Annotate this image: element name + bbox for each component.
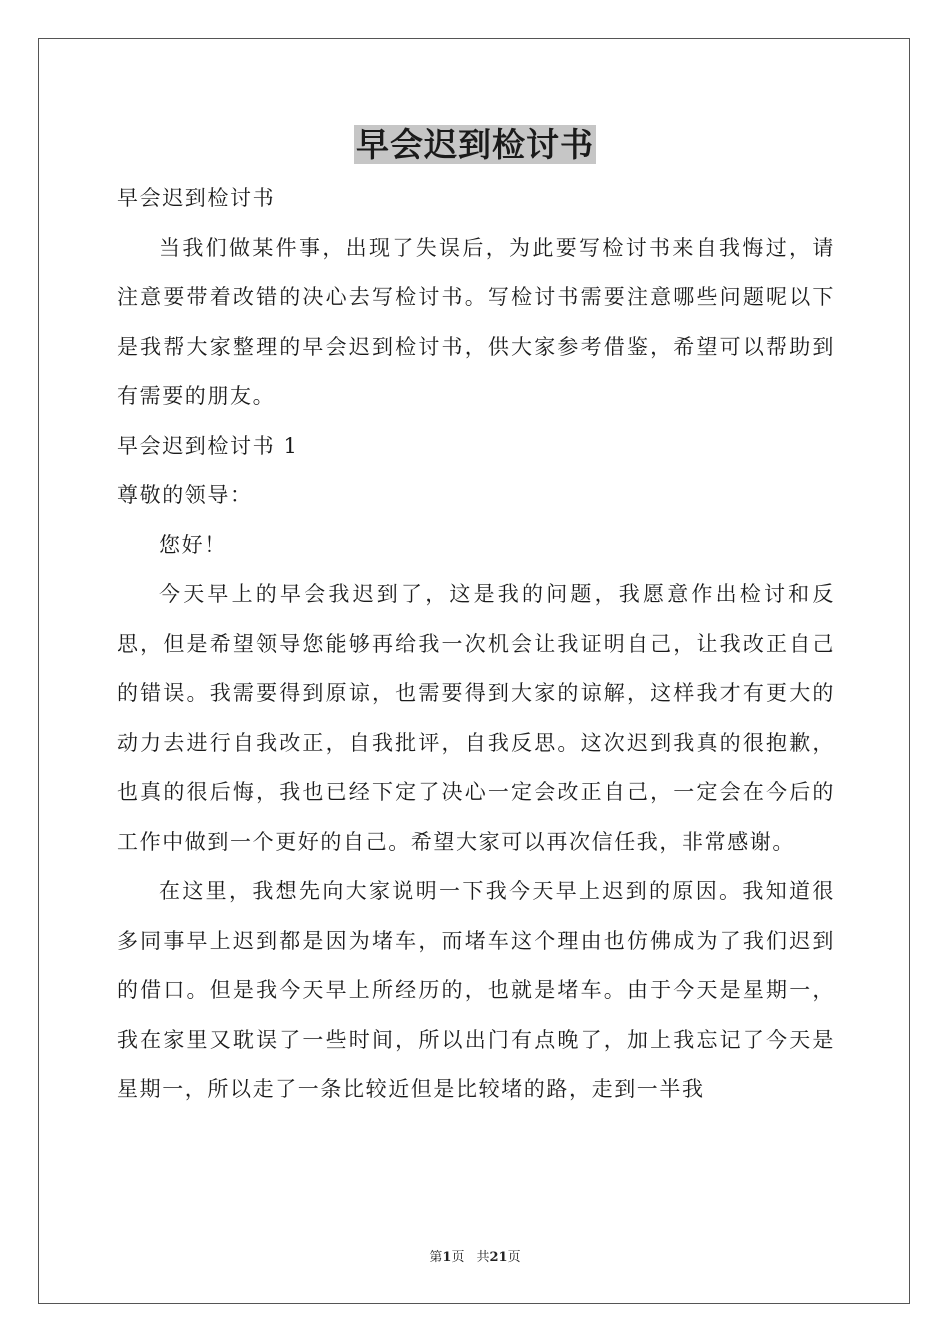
footer-page-suffix: 页 — [451, 1250, 465, 1265]
paragraph: 今天早上的早会我迟到了，这是我的问题，我愿意作出检讨和反思，但是希望领导您能够再给我一次机会让我证明自己，让我改正自己的错误。我需要得到原谅，也需要得到大家的谅解，这样我才有更大的动力去进行自我改正，自我批评，自我反思。这次迟到我真的很抱歉，也真的很后悔，我也已经下定了决心一定会改正自己，一定会在今后的工作中做到一个更好的自己。希望大家可以再次信任我，非常感谢。 — [117, 582, 835, 854]
footer-page-prefix: 第 — [429, 1250, 443, 1265]
footer-total-prefix: 共 — [476, 1250, 490, 1265]
footer-current-page: 1 — [442, 1250, 452, 1265]
page-footer — [0, 1246, 950, 1265]
footer-total-pages: 21 — [489, 1250, 508, 1265]
paragraph: 早会迟到检讨书 — [117, 186, 276, 210]
paragraph: 早会迟到检讨书 1 — [117, 433, 299, 458]
paragraph: 在这里，我想先向大家说明一下我今天早上迟到的原因。我知道很多同事早上迟到都是因为堵车，而堵车这个理由也仿佛成为了我们迟到的借口。但是我今天早上所经历的，也就是堵车。由于今天是星期一，我在家里又耽误了一些时间，所以出门有点晚了，加上我忘记了今天是星期一，所以走了一条比较近但是比较堵的路，走到一半我 — [117, 879, 835, 1101]
document-title-text: 早会迟到检讨书 — [356, 125, 594, 164]
document-title — [0, 122, 950, 168]
paragraph: 您好！ — [159, 532, 227, 557]
document-body — [117, 174, 835, 1115]
paragraph: 当我们做某件事，出现了失误后，为此要写检讨书来自我悔过，请注意要带着改错的决心去写检讨书。写检讨书需要注意哪些问题呢以下是我帮大家整理的早会迟到检讨书，供大家参考借鉴，希望可以帮助到有需要的朋友。 — [117, 235, 835, 408]
paragraph: 尊敬的领导： — [117, 483, 253, 507]
footer-total-suffix: 页 — [507, 1250, 521, 1265]
